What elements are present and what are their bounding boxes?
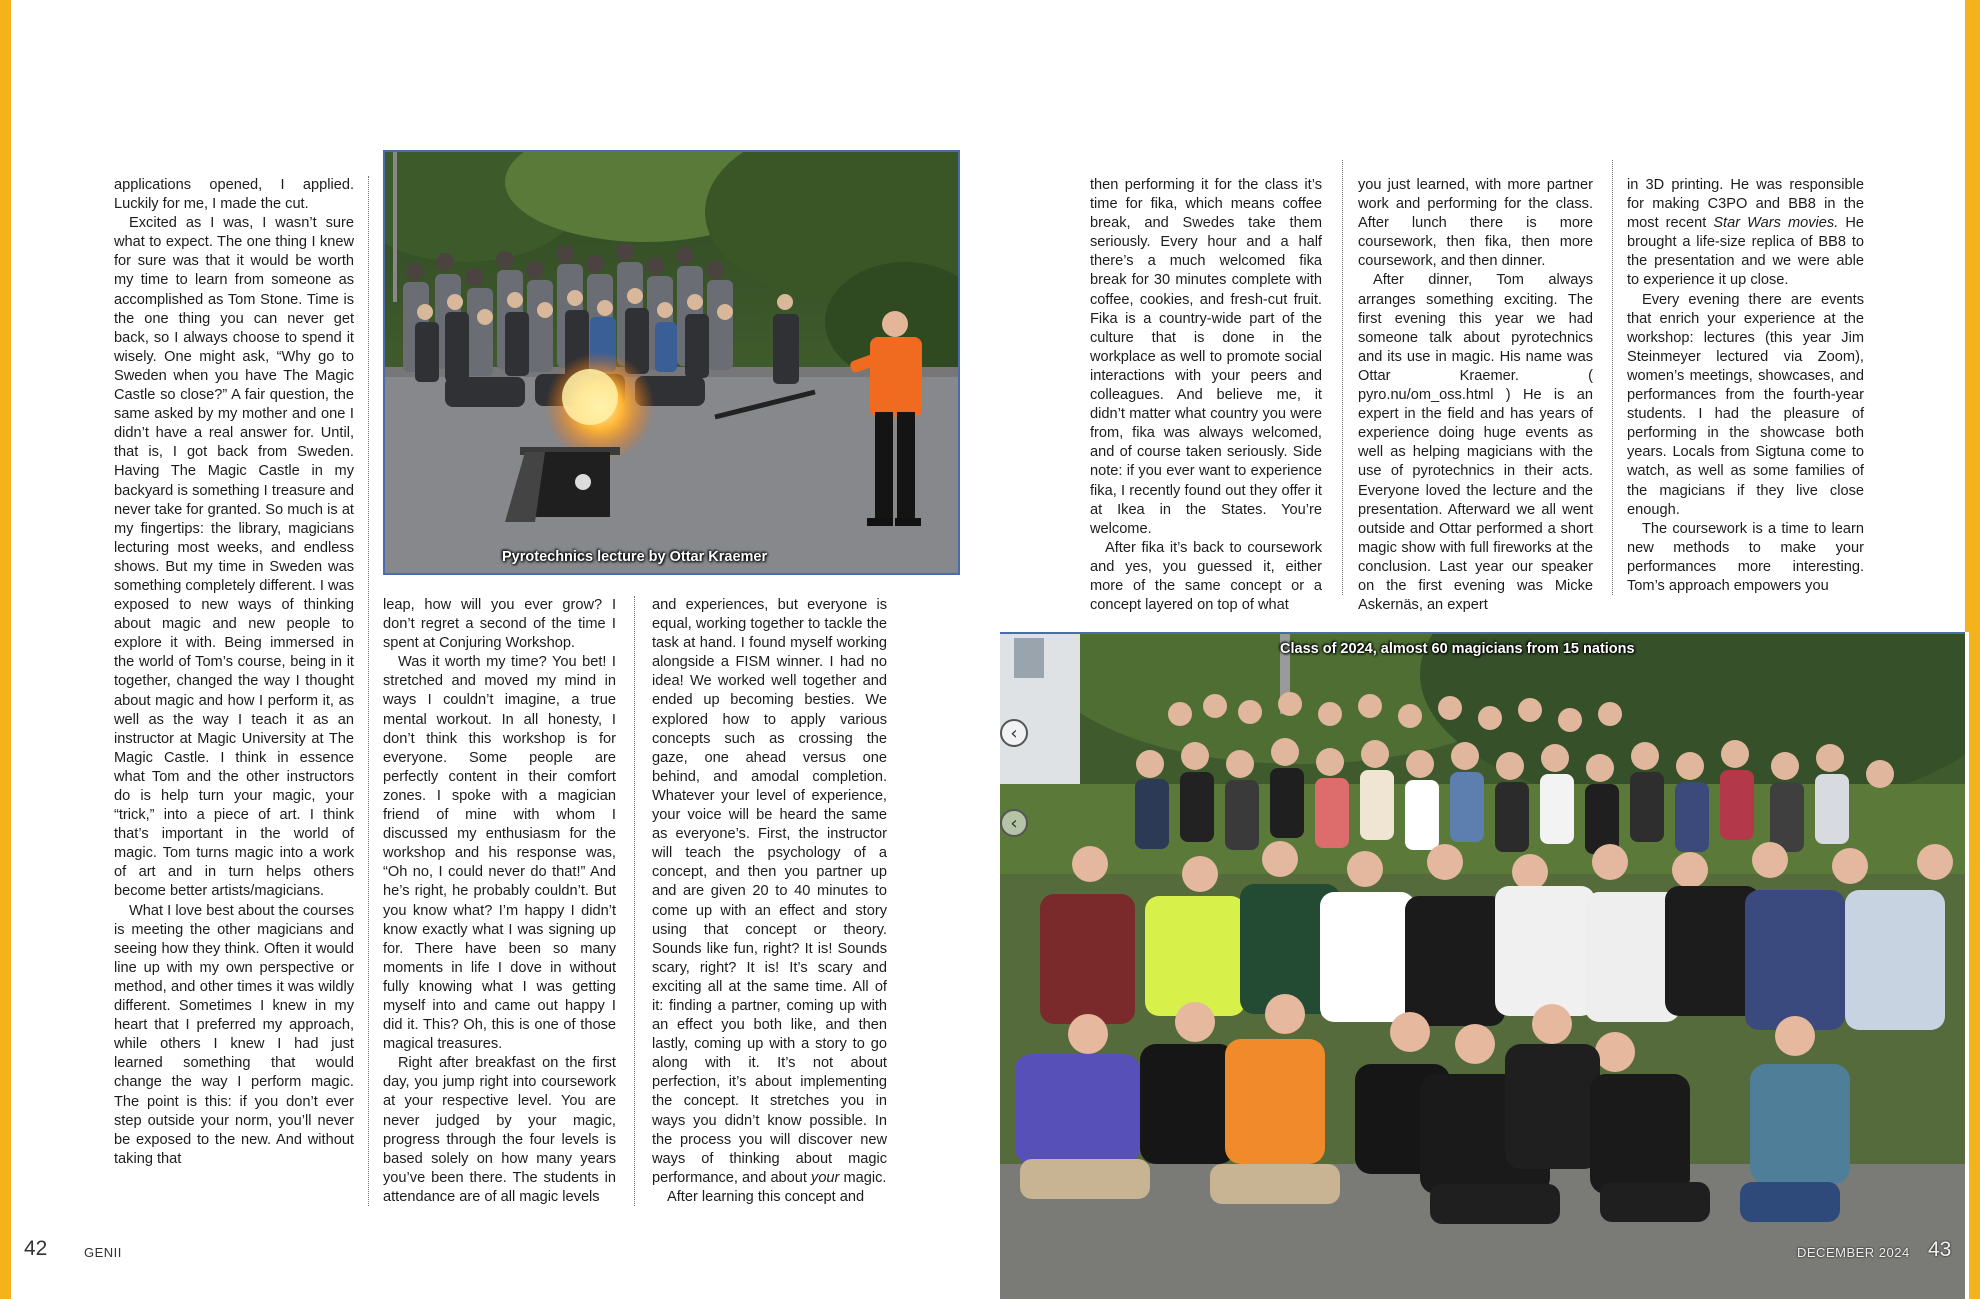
class-group-photo (1000, 632, 1965, 1299)
article-column-4 (1090, 176, 1322, 615)
paragraph: you just learned, with more partner work and performing for the class. After lunch there is more coursework, then fika, then more coursework, and then dinner. (1358, 177, 1593, 270)
article-column-2 (383, 596, 616, 1207)
right-page-accent-bar (1965, 0, 1969, 632)
paragraph: Every evening there are events that enrich your experience at the workshop: lectures (this year Jim Steinmeyer lectured via Zoom), women’s meetings, showcases, and performances from the fourth-year students. I had the pleasure of performing in the showcase both years. Locals from Sigtuna come to watch, as well as some families of the magicians if they live close enough. (1627, 291, 1864, 518)
column-rule (634, 596, 635, 1206)
left-page-edge (0, 0, 11, 1299)
paragraph: Was it worth my time? You bet! I stretched and moved my mind in ways I couldn’t imagine, a true mental workout. In all honesty, I don’t think this workshop is for everyone. Some people are perfectly content in their comfort zones. I spoke with a magician friend of mine with whom I discussed my enthusiasm for the workshop and his response was, “Oh no, I could never do that!” And he’s right, he probably couldn’t. But you know what? I’m happy I didn’t know exactly what I was signing up for. There have been so many moments in life I dove in without fully knowing what I was getting myself into and came out happy I did it. This? Oh, this is one of those magical treasures. (383, 654, 616, 1053)
publication-name: GENII (84, 1245, 122, 1260)
paragraph (1627, 176, 1864, 291)
column-rule (1342, 160, 1343, 595)
paragraph: After dinner, Tom always arranges something exciting. The first evening this year we had someone talk about pyrotechnics and its use in magic. His name was Ottar Kraemer. ( pyro.nu/om_oss.html ) He is an expert in the field and has years of experience doing huge events as well as helping magicians with the use of pyrotechnics in their acts. Everyone loved the lecture and the presentation. Afterward we all went outside and Ottar performed a short magic show with full fireworks at the conclusion. Last year our speaker on the first evening was Micke Askernäs, an expert (1358, 272, 1593, 614)
chevron-left-icon[interactable]: ‹ (1000, 809, 1028, 837)
right-page-edge (1969, 0, 1980, 1299)
page-number-right: 43 (1928, 1238, 1952, 1261)
photo-caption-class: Class of 2024, almost 60 magicians from 15 nations (1280, 641, 1635, 657)
paragraph: What I love best about the courses is meeting the other magicians and seeing how they think. Often it would line up with my own perspective or method, and other times it was wildly different. Sometimes I knew in my heart that I preferred my approach, while others I knew I had just learned something that would change the way I perform magic. The point is this: if you don’t ever step outside your norm, you’ll never be exposed to the new. And without taking that (114, 902, 354, 1167)
article-column-5 (1358, 176, 1593, 615)
photo-caption-pyrotechnics: Pyrotechnics lecture by Ottar Kraemer (502, 549, 768, 565)
article-column-1 (114, 176, 354, 1169)
emphasis: your (811, 1169, 840, 1186)
paragraph-text: and experiences, but everyone is equal, working together to tackle the task at hand. I found myself working alongside a FISM winner. I had no idea! We worked well together and ended up becoming besties. We explored how to apply various concepts such as crossing the gaze, one ahead versus one behind, and amodal completion. Whatever your level of experience, your voice will be heard the same as everyone’s. First, the instructor will teach the psychology of a concept, and then you partner up and are given 20 to 40 minutes to come up with an effect and story using that concept or theory. Sounds like fun, right? It is! Sounds scary, right? It is! It’s scary and exciting all at the same time. All of it: finding a partner, coming up with an effect you both like, and then lastly, coming up with a story to go along with it. It’s not about perfection, it’s about implementing the concept. It stretches you in ways you didn’t know possible. In the process you will discover new ways of thinking about magic performance, and about (652, 597, 887, 1186)
paragraph: The coursework is a time to learn new methods to make your performances more interesting. Tom’s approach empowers you (1627, 520, 1864, 594)
paragraph: Excited as I was, I wasn’t sure what to expect. The one thing I knew for sure was that it would be worth my time to learn from someone as accomplished as Tom Stone. Time is the one thing you can never get back, so I always choose to spend it wisely. One might ask, “Why go to Sweden when you have The Magic Castle so close?” A fair question, the same asked by my mother and one I didn’t have a real answer for. Until, that is, I got back from Sweden. Having The Magic Castle in my backyard is something I treasure and never take for granted. So much is at my fingertips: the library, magicians lecturing most weeks, and endless shows. But my time in Sweden was something completely different. I was exposed to new ways of thinking about magic and new people to explore it with. Being immersed in the world of Tom’s course, being in it together, changed the way I thought about magic and how I perform it, as well as the way I teach it as an instructor at Magic University at The Magic Castle. I think in essence what Tom and the other instructors do is help turn your magic, your “trick,” into a piece of art. I think that’s important in the world of magic. Tom turns magic into a work of art and in turn helps others become better artists/magicians. (114, 215, 354, 900)
article-column-3 (652, 596, 887, 1207)
paragraph: Right after breakfast on the first day, you jump right into coursework at your respective level. You are never judged by your magic, progress through the four levels is based solely on how many years you’ve been there. The students in attendance are of all magic levels (383, 1055, 616, 1205)
article-column-6 (1627, 176, 1864, 596)
issue-date: DECEMBER 2024 (1797, 1245, 1910, 1260)
chevron-left-icon[interactable]: ‹ (1000, 719, 1028, 747)
emphasis: Star Wars movies. (1713, 215, 1839, 232)
paragraph (652, 596, 887, 1188)
paragraph: then performing it for the class it’s time for fika, which means coffee break, and Swedes take them seriously. Every hour and a half there’s a much welcomed fika break for 30 minutes complete with coffee, cookies, and fresh-cut fruit. Fika is a country-wide part of the culture that is done in the workplace as well to promote social interactions with your peers and colleagues. And believe me, it didn’t matter what country you were from, fika was always welcomed, and of course taken seriously. Side note: if you ever want to experience fika, I recently found out they offer it at Ikea in the States. You’re welcome. (1090, 177, 1322, 537)
paragraph-text: He brought a life-size replica of BB8 to the presentation and we were able to experience it up close. (1627, 215, 1864, 289)
page-number-left: 42 (24, 1237, 48, 1260)
pyrotechnics-photo (383, 150, 960, 575)
paragraph-text: in 3D printing. He was responsible for making C3PO and BB8 in the most recent (1627, 177, 1864, 232)
column-rule (368, 176, 369, 1206)
paragraph: After learning this concept and (667, 1188, 865, 1205)
column-rule (1612, 160, 1613, 595)
paragraph: applications opened, I applied. Luckily for me, I made the cut. (114, 177, 354, 213)
paragraph-text: magic. (839, 1169, 887, 1186)
paragraph: leap, how will you ever grow? I don’t regret a second of the time I spent at Conjuring Workshop. (383, 597, 616, 652)
paragraph: After fika it’s back to coursework and yes, you guessed it, either more of the same concept or a concept layered on top of what (1090, 539, 1322, 614)
pyrotechnics-scene (385, 152, 958, 573)
class-group-scene (1000, 634, 1965, 1299)
